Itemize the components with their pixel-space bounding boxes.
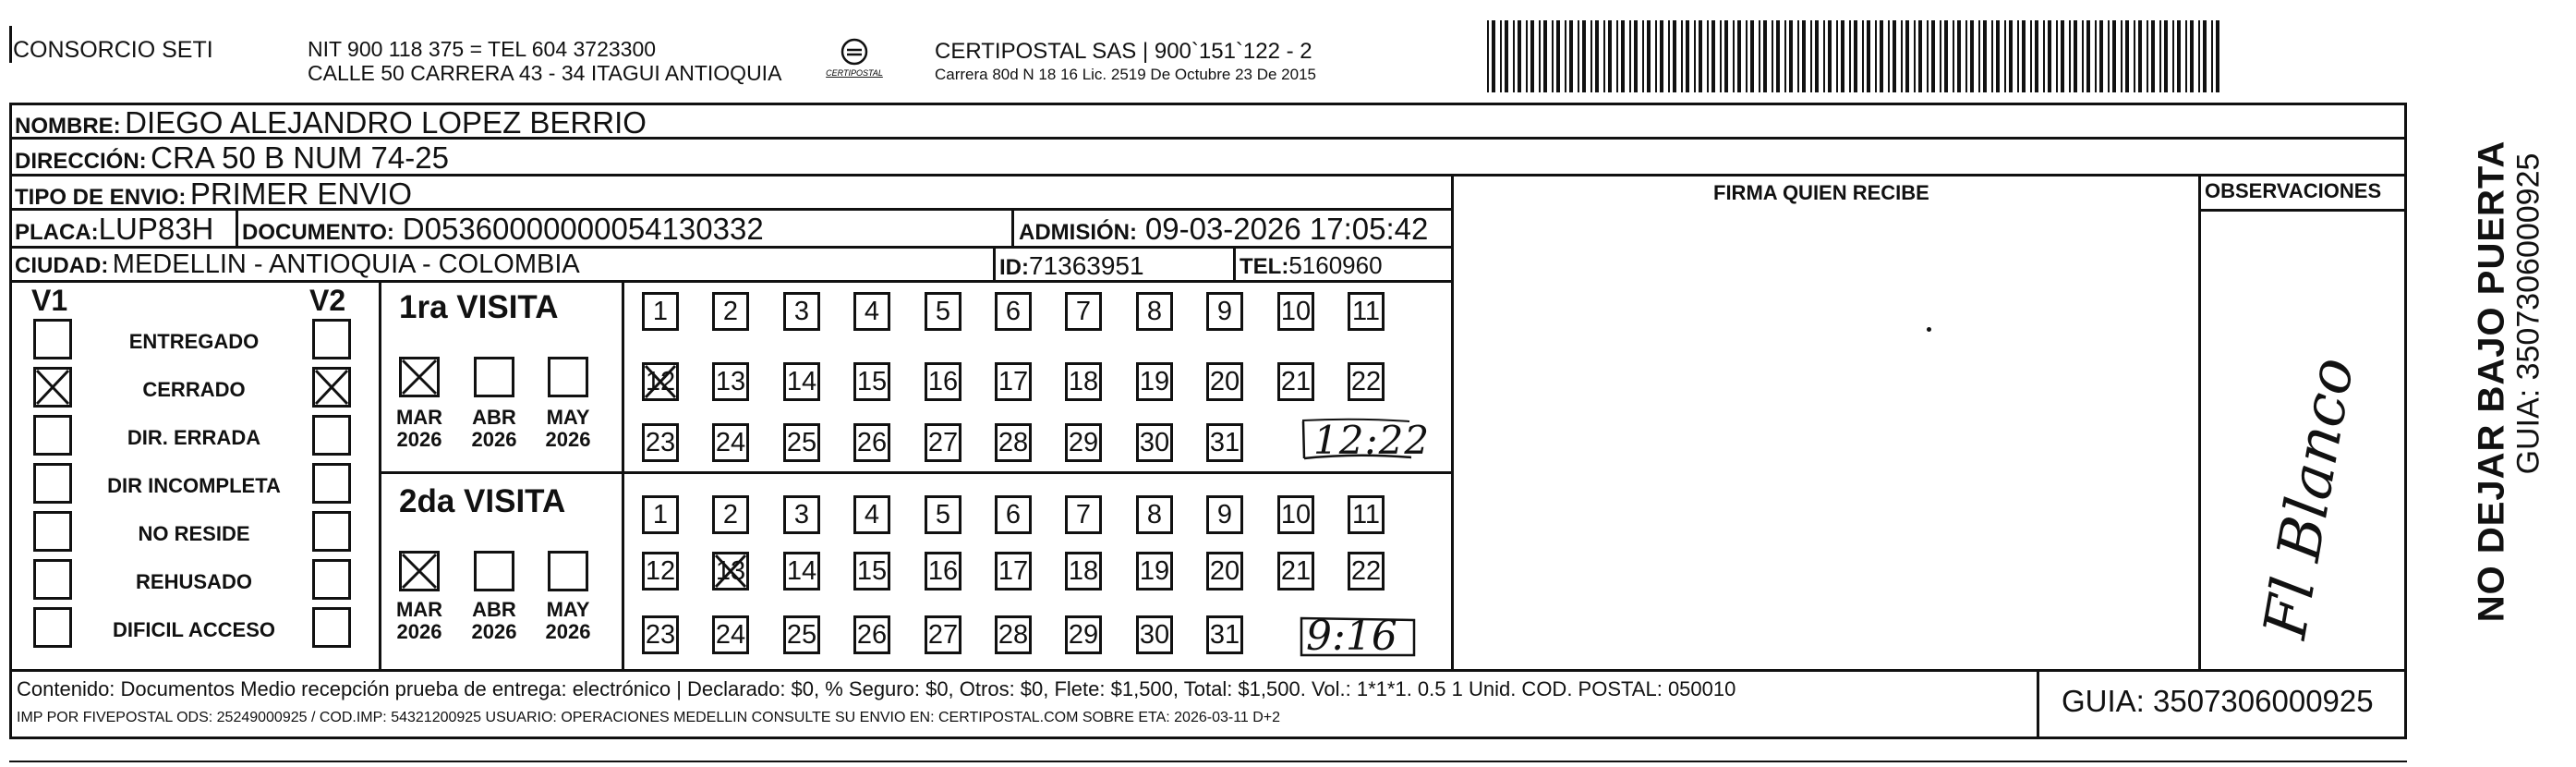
day-box[interactable]: 4: [853, 495, 890, 534]
barcode-bar: [2074, 20, 2077, 92]
direccion-row: [15, 140, 449, 176]
barcode-bar: [1797, 20, 1799, 92]
status-v2-checkbox[interactable]: [312, 319, 351, 359]
ciudad-row: [15, 250, 580, 280]
barcode-bar: [1565, 20, 1566, 92]
status-v2-checkbox[interactable]: [312, 511, 351, 552]
barcode-bar: [1711, 20, 1715, 92]
day-box[interactable]: 15: [853, 552, 890, 590]
status-v2-checkbox[interactable]: [312, 607, 351, 648]
barcode-bar: [1746, 20, 1748, 92]
nombre-row: [15, 105, 647, 140]
day-box[interactable]: 17: [995, 552, 1032, 590]
day-box[interactable]: 18: [1065, 552, 1102, 590]
day-box[interactable]: 1: [642, 292, 679, 331]
nombre-value: DIEGO ALEJANDRO LOPEZ BERRIO: [125, 105, 647, 140]
address-line: CALLE 50 CARRERA 43 - 34 ITAGUI ANTIOQUIA: [308, 61, 782, 85]
barcode-bar: [1914, 20, 1916, 92]
day-box[interactable]: 26: [853, 423, 890, 462]
ciudad-value: MEDELLIN - ANTIOQUIA - COLOMBIA: [112, 250, 580, 279]
month-checkbox[interactable]: [474, 357, 514, 397]
day-box[interactable]: 11: [1348, 495, 1385, 534]
license-line: Carrera 80d N 18 16 Lic. 2519 De Octubre 23 De 2015: [935, 66, 1316, 83]
direccion-value: CRA 50 B NUM 74-25: [151, 140, 449, 175]
documento-row: [242, 212, 764, 247]
barcode-bar: [2151, 20, 2155, 92]
cross-mark: [642, 362, 679, 401]
day-box[interactable]: 29: [1065, 423, 1102, 462]
barcode-bar: [2099, 20, 2103, 92]
direccion-label: DIRECCIÓN:: [15, 149, 147, 174]
day-box[interactable]: 19: [1136, 362, 1173, 401]
month-label: MAY 2026: [545, 598, 591, 643]
barcode-bar: [1776, 20, 1780, 92]
month-label: MAY 2026: [545, 406, 591, 451]
barcode-bar: [1616, 20, 1618, 92]
barcode-bar: [1849, 20, 1851, 92]
day-box[interactable]: 14: [783, 362, 820, 401]
barcode-bar: [2095, 20, 2097, 92]
barcode-bar: [2004, 20, 2006, 92]
barcode-bar: [1965, 20, 1967, 92]
barcode-bar: [1673, 20, 1676, 92]
barcode-bar: [1578, 20, 1579, 92]
status-label: DIFICIL ACCESO: [112, 618, 275, 641]
barcode-bar: [1953, 20, 1954, 92]
day-box[interactable]: 10: [1277, 495, 1314, 534]
barcode-bar: [2017, 20, 2019, 92]
grid-line: [9, 669, 2407, 672]
id-value: 71363951: [1029, 251, 1144, 280]
barcode-bar: [1784, 20, 1786, 92]
status-label: CERRADO: [142, 378, 246, 401]
side-notice: [2409, 92, 2575, 647]
id-label: ID:: [999, 255, 1029, 280]
barcode-bar: [2125, 20, 2129, 92]
barcode-bar: [1810, 20, 1812, 92]
documento-value: D05360000000054130332: [402, 212, 764, 246]
barcode-bar: [2022, 20, 2026, 92]
observation-text: Fl Blanco: [2251, 352, 2368, 644]
barcode-bar: [1603, 20, 1605, 92]
second-visit-time: [1299, 613, 1419, 659]
barcode-bar: [1608, 20, 1612, 92]
barcode-bar: [1772, 20, 1773, 92]
barcode-bar: [2203, 20, 2207, 92]
day-box[interactable]: 31: [1206, 423, 1243, 462]
barcode-bar: [1991, 20, 1993, 92]
barcode-bar: [2035, 20, 2038, 92]
barcode-bar: [2030, 20, 2032, 92]
tipo-value: PRIMER ENVIO: [189, 177, 413, 211]
status-v1-checkbox[interactable]: [33, 559, 72, 600]
day-box[interactable]: 23: [642, 615, 679, 654]
footer-guia: GUIA: 3507306000925: [2062, 684, 2374, 718]
barcode-bar: [2009, 20, 2013, 92]
barcode-bar: [1875, 20, 1877, 92]
first-visit-title: 1ra VISITA: [399, 289, 559, 325]
barcode-bar: [1660, 20, 1663, 92]
status-label: DIR INCOMPLETA: [107, 474, 281, 497]
barcode-bar: [1888, 20, 1890, 92]
day-box[interactable]: 8: [1136, 495, 1173, 534]
first-visit-time-text: 12:22: [1313, 418, 1431, 463]
barcode-bar: [1699, 20, 1702, 92]
barcode-bar: [1590, 20, 1592, 92]
barcode-bar: [1582, 20, 1586, 92]
day-box[interactable]: 22: [1348, 362, 1385, 401]
barcode-bar: [1862, 20, 1864, 92]
day-box[interactable]: 13: [712, 552, 749, 590]
barcode-bar: [1526, 20, 1528, 92]
barcode-bar: [2112, 20, 2116, 92]
status-v1-checkbox[interactable]: [33, 463, 72, 504]
month-checkbox[interactable]: [548, 357, 588, 397]
barcode-bar: [1681, 20, 1683, 92]
barcode-bar: [1530, 20, 1534, 92]
barcode-bar: [1720, 20, 1722, 92]
barcode-bar: [2164, 20, 2168, 92]
barcode-bar: [1828, 20, 1832, 92]
status-label: ENTREGADO: [128, 330, 260, 353]
day-box[interactable]: 24: [712, 423, 749, 462]
side-main-text: NO DEJAR BAJO PUERTA: [2471, 140, 2512, 623]
barcode-bar: [1634, 20, 1638, 92]
day-box[interactable]: 21: [1277, 362, 1314, 401]
barcode-bar: [1694, 20, 1696, 92]
day-box[interactable]: 17: [995, 362, 1032, 401]
barcode-bar: [2198, 20, 2200, 92]
status-v1-checkbox[interactable]: [33, 367, 72, 408]
v1-label: V1: [31, 284, 68, 317]
day-box[interactable]: 3: [783, 292, 820, 331]
day-box[interactable]: 3: [783, 495, 820, 534]
barcode-bar: [1983, 20, 1987, 92]
tel-label: TEL:: [1240, 254, 1289, 279]
cross-mark: [399, 551, 440, 591]
grid-line: [1011, 208, 1014, 247]
barcode-bar: [1905, 20, 1909, 92]
barcode-bar: [2185, 20, 2187, 92]
barcode-bar: [2086, 20, 2090, 92]
grid-line: [236, 208, 238, 247]
company-name: CONSORCIO SETI: [13, 37, 213, 63]
admision-row: [1019, 212, 1428, 247]
day-box[interactable]: 16: [925, 362, 961, 401]
tipo-row: [15, 177, 412, 212]
barcode-bar: [1621, 20, 1625, 92]
barcode-bar: [2061, 20, 2064, 92]
month-checkbox[interactable]: [399, 357, 440, 397]
barcode-bar: [2121, 20, 2122, 92]
day-box[interactable]: 31: [1206, 615, 1243, 654]
barcode-bar: [1569, 20, 1573, 92]
day-box[interactable]: 27: [925, 615, 961, 654]
tipo-label: TIPO DE ENVIO:: [15, 185, 187, 210]
barcode-bar: [2069, 20, 2071, 92]
barcode-bar: [1867, 20, 1870, 92]
day-box[interactable]: 10: [1277, 292, 1314, 331]
day-box[interactable]: 24: [712, 615, 749, 654]
status-v2-checkbox[interactable]: [312, 367, 351, 408]
day-box[interactable]: 21: [1277, 552, 1314, 590]
admision-value: 09-03-2026 17:05:42: [1144, 212, 1429, 246]
day-box[interactable]: 28: [995, 615, 1032, 654]
cross-mark: [312, 367, 351, 408]
barcode-bar: [1505, 20, 1508, 92]
barcode-bar: [1854, 20, 1857, 92]
day-box[interactable]: 26: [853, 615, 890, 654]
barcode-bar: [1996, 20, 2000, 92]
barcode-bar: [1978, 20, 1980, 92]
barcode-bar: [1737, 20, 1741, 92]
grid-line: [2404, 103, 2407, 739]
documento-label: DOCUMENTO:: [242, 220, 394, 245]
left-edge-mark: [9, 26, 12, 63]
status-label: REHUSADO: [136, 570, 252, 593]
placa-row: [15, 212, 213, 247]
day-box[interactable]: 22: [1348, 552, 1385, 590]
certipostal-line: CERTIPOSTAL SAS | 900`151`122 - 2: [935, 39, 1312, 64]
barcode-bar: [1543, 20, 1547, 92]
day-box[interactable]: 11: [1348, 292, 1385, 331]
nit-line: NIT 900 118 375 = TEL 604 3723300: [308, 37, 657, 61]
day-box[interactable]: 5: [925, 292, 961, 331]
day-box[interactable]: 2: [712, 495, 749, 534]
day-box[interactable]: 20: [1206, 552, 1243, 590]
barcode-bar: [2043, 20, 2045, 92]
barcode-bar: [2147, 20, 2148, 92]
barcode-bar: [1931, 20, 1935, 92]
month-label: ABR 2026: [471, 598, 517, 643]
barcode-bar: [1518, 20, 1521, 92]
ciudad-label: CIUDAD:: [15, 253, 109, 278]
day-box[interactable]: 7: [1065, 495, 1102, 534]
barcode-bar: [1880, 20, 1883, 92]
barcode-bar: [1823, 20, 1825, 92]
barcode-bar: [2048, 20, 2051, 92]
grid-line: [379, 280, 381, 669]
barcode-bar: [1552, 20, 1554, 92]
month-label: MAR 2026: [395, 598, 443, 643]
day-box[interactable]: 25: [783, 615, 820, 654]
barcode-bar: [1686, 20, 1689, 92]
handwritten-observation: [2235, 347, 2383, 642]
status-v2-checkbox[interactable]: [312, 559, 351, 600]
cross-mark: [33, 367, 72, 408]
placa-value: LUP83H: [98, 212, 214, 246]
barcode-bar: [2082, 20, 2084, 92]
day-box[interactable]: 15: [853, 362, 890, 401]
barcode-bar: [2138, 20, 2142, 92]
placa-label: PLACA:: [15, 220, 99, 245]
day-box[interactable]: 19: [1136, 552, 1173, 590]
day-box[interactable]: 27: [925, 423, 961, 462]
barcode-image: [1487, 20, 2226, 92]
day-box[interactable]: 5: [925, 495, 961, 534]
barcode-bar: [2134, 20, 2135, 92]
day-box[interactable]: 14: [783, 552, 820, 590]
day-box[interactable]: 16: [925, 552, 961, 590]
month-checkbox[interactable]: [474, 551, 514, 591]
barcode-bar: [2172, 20, 2174, 92]
day-box[interactable]: 12: [642, 362, 679, 401]
barcode-bar: [1841, 20, 1844, 92]
footer-line2: IMP POR FIVEPOSTAL ODS: 25249000925 / COD.IMP: 54321200925 USUARIO: OPERACIONES MEDELLIN CONSULTE SU ENVIO EN: CERTIPOSTAL.COM SOBRE ETA: 2026-03-11 D+2: [17, 710, 1281, 725]
grid-line: [2037, 669, 2039, 737]
barcode-bar: [2216, 20, 2219, 92]
day-box[interactable]: 7: [1065, 292, 1102, 331]
grid-line: [622, 280, 624, 669]
barcode-bar: [1763, 20, 1767, 92]
barcode-bar: [1629, 20, 1631, 92]
day-box[interactable]: 12: [642, 552, 679, 590]
barcode-bar: [1707, 20, 1709, 92]
day-box[interactable]: 29: [1065, 615, 1102, 654]
barcode-bar: [1595, 20, 1599, 92]
grid-line: [9, 280, 1454, 283]
barcode-bar: [1724, 20, 1728, 92]
day-box[interactable]: 1: [642, 495, 679, 534]
day-box[interactable]: 23: [642, 423, 679, 462]
barcode-bar: [1957, 20, 1961, 92]
barcode-bar: [1492, 20, 1495, 92]
barcode-bar: [2159, 20, 2161, 92]
barcode-bar: [1789, 20, 1793, 92]
grid-line: [381, 471, 1454, 474]
barcode-bar: [1668, 20, 1670, 92]
grid-line: [9, 103, 12, 739]
day-box[interactable]: 28: [995, 423, 1032, 462]
barcode-bar: [1927, 20, 1929, 92]
day-box[interactable]: 30: [1136, 615, 1173, 654]
bottom-edge: [9, 761, 2407, 762]
day-box[interactable]: 6: [995, 495, 1032, 534]
barcode-bar: [1940, 20, 1941, 92]
day-box[interactable]: 13: [712, 362, 749, 401]
barcode-bar: [1647, 20, 1651, 92]
v2-label: V2: [309, 284, 346, 317]
barcode-bar: [1893, 20, 1896, 92]
grid-line: [2198, 209, 2407, 212]
barcode-bar: [1836, 20, 1838, 92]
barcode-bar: [1642, 20, 1644, 92]
day-box[interactable]: 20: [1206, 362, 1243, 401]
status-label: DIR. ERRADA: [127, 426, 261, 449]
admision-label: ADMISIÓN:: [1019, 220, 1137, 245]
day-box[interactable]: 8: [1136, 292, 1173, 331]
day-box[interactable]: 25: [783, 423, 820, 462]
status-v1-checkbox[interactable]: [33, 607, 72, 648]
grid-line: [993, 246, 996, 281]
grid-line: [1233, 246, 1236, 281]
month-label: ABR 2026: [471, 406, 517, 451]
barcode-bar: [1970, 20, 1974, 92]
second-visit-title: 2da VISITA: [399, 483, 566, 519]
month-checkbox[interactable]: [399, 551, 440, 591]
footer-line1: Contenido: Documentos Medio recepción prueba de entrega: electrónico | Declarado: $0, % Seguro: $0, Otros: $0, Flete: $1,500, Total: $1,500. Vol.: 1*1*1. 0.5 1 Unid. COD. POSTAL: 050010: [17, 677, 1736, 700]
barcode-bar: [1556, 20, 1560, 92]
second-visit-time-text: 9:16: [1306, 613, 1397, 660]
barcode-bar: [2177, 20, 2181, 92]
barcode-bar: [1750, 20, 1754, 92]
logo-text: CERTIPOSTAL: [826, 68, 883, 78]
nombre-label: NOMBRE:: [15, 114, 121, 139]
status-v1-checkbox[interactable]: [33, 319, 72, 359]
side-guia-text: GUIA: 3507306000925: [2510, 152, 2546, 475]
barcode-bar: [1815, 20, 1819, 92]
status-v1-checkbox[interactable]: [33, 415, 72, 456]
status-v2-checkbox[interactable]: [312, 463, 351, 504]
ink-dot: [1927, 327, 1931, 332]
barcode-bar: [2056, 20, 2058, 92]
day-box[interactable]: 2: [712, 292, 749, 331]
first-visit-time: [1300, 416, 1431, 463]
barcode-bar: [1901, 20, 1903, 92]
day-box[interactable]: 9: [1206, 495, 1243, 534]
barcode-bar: [1539, 20, 1541, 92]
tel-row: [1240, 251, 1383, 280]
barcode-bar: [2211, 20, 2213, 92]
barcode-bar: [1759, 20, 1760, 92]
tel-value: 5160960: [1288, 251, 1383, 279]
day-box[interactable]: 18: [1065, 362, 1102, 401]
barcode-bar: [2190, 20, 2194, 92]
barcode-bar: [1918, 20, 1922, 92]
day-box[interactable]: 6: [995, 292, 1032, 331]
barcode-bar: [1733, 20, 1735, 92]
firma-header: FIRMA QUIEN RECIBE: [1713, 181, 1929, 204]
grid-line: [2198, 174, 2201, 672]
barcode-bar: [1944, 20, 1948, 92]
month-checkbox[interactable]: [548, 551, 588, 591]
observaciones-header: OBSERVACIONES: [2205, 179, 2382, 202]
grid-line: [9, 737, 2407, 739]
barcode-bar: [1500, 20, 1502, 92]
id-row: [999, 251, 1144, 281]
barcode-bar: [1487, 20, 1489, 92]
barcode-bar: [1655, 20, 1657, 92]
barcode-bar: [1513, 20, 1515, 92]
day-box[interactable]: 4: [853, 292, 890, 331]
day-box[interactable]: 30: [1136, 423, 1173, 462]
day-box[interactable]: 9: [1206, 292, 1243, 331]
cross-mark: [712, 552, 749, 590]
status-v1-checkbox[interactable]: [33, 511, 72, 552]
grid-line: [1451, 174, 1454, 672]
certipostal-logo: [813, 35, 896, 81]
barcode-bar: [2108, 20, 2110, 92]
barcode-bar: [1802, 20, 1806, 92]
status-label: NO RESIDE: [138, 522, 250, 545]
status-v2-checkbox[interactable]: [312, 415, 351, 456]
cross-mark: [399, 357, 440, 397]
month-label: MAR 2026: [395, 406, 443, 451]
